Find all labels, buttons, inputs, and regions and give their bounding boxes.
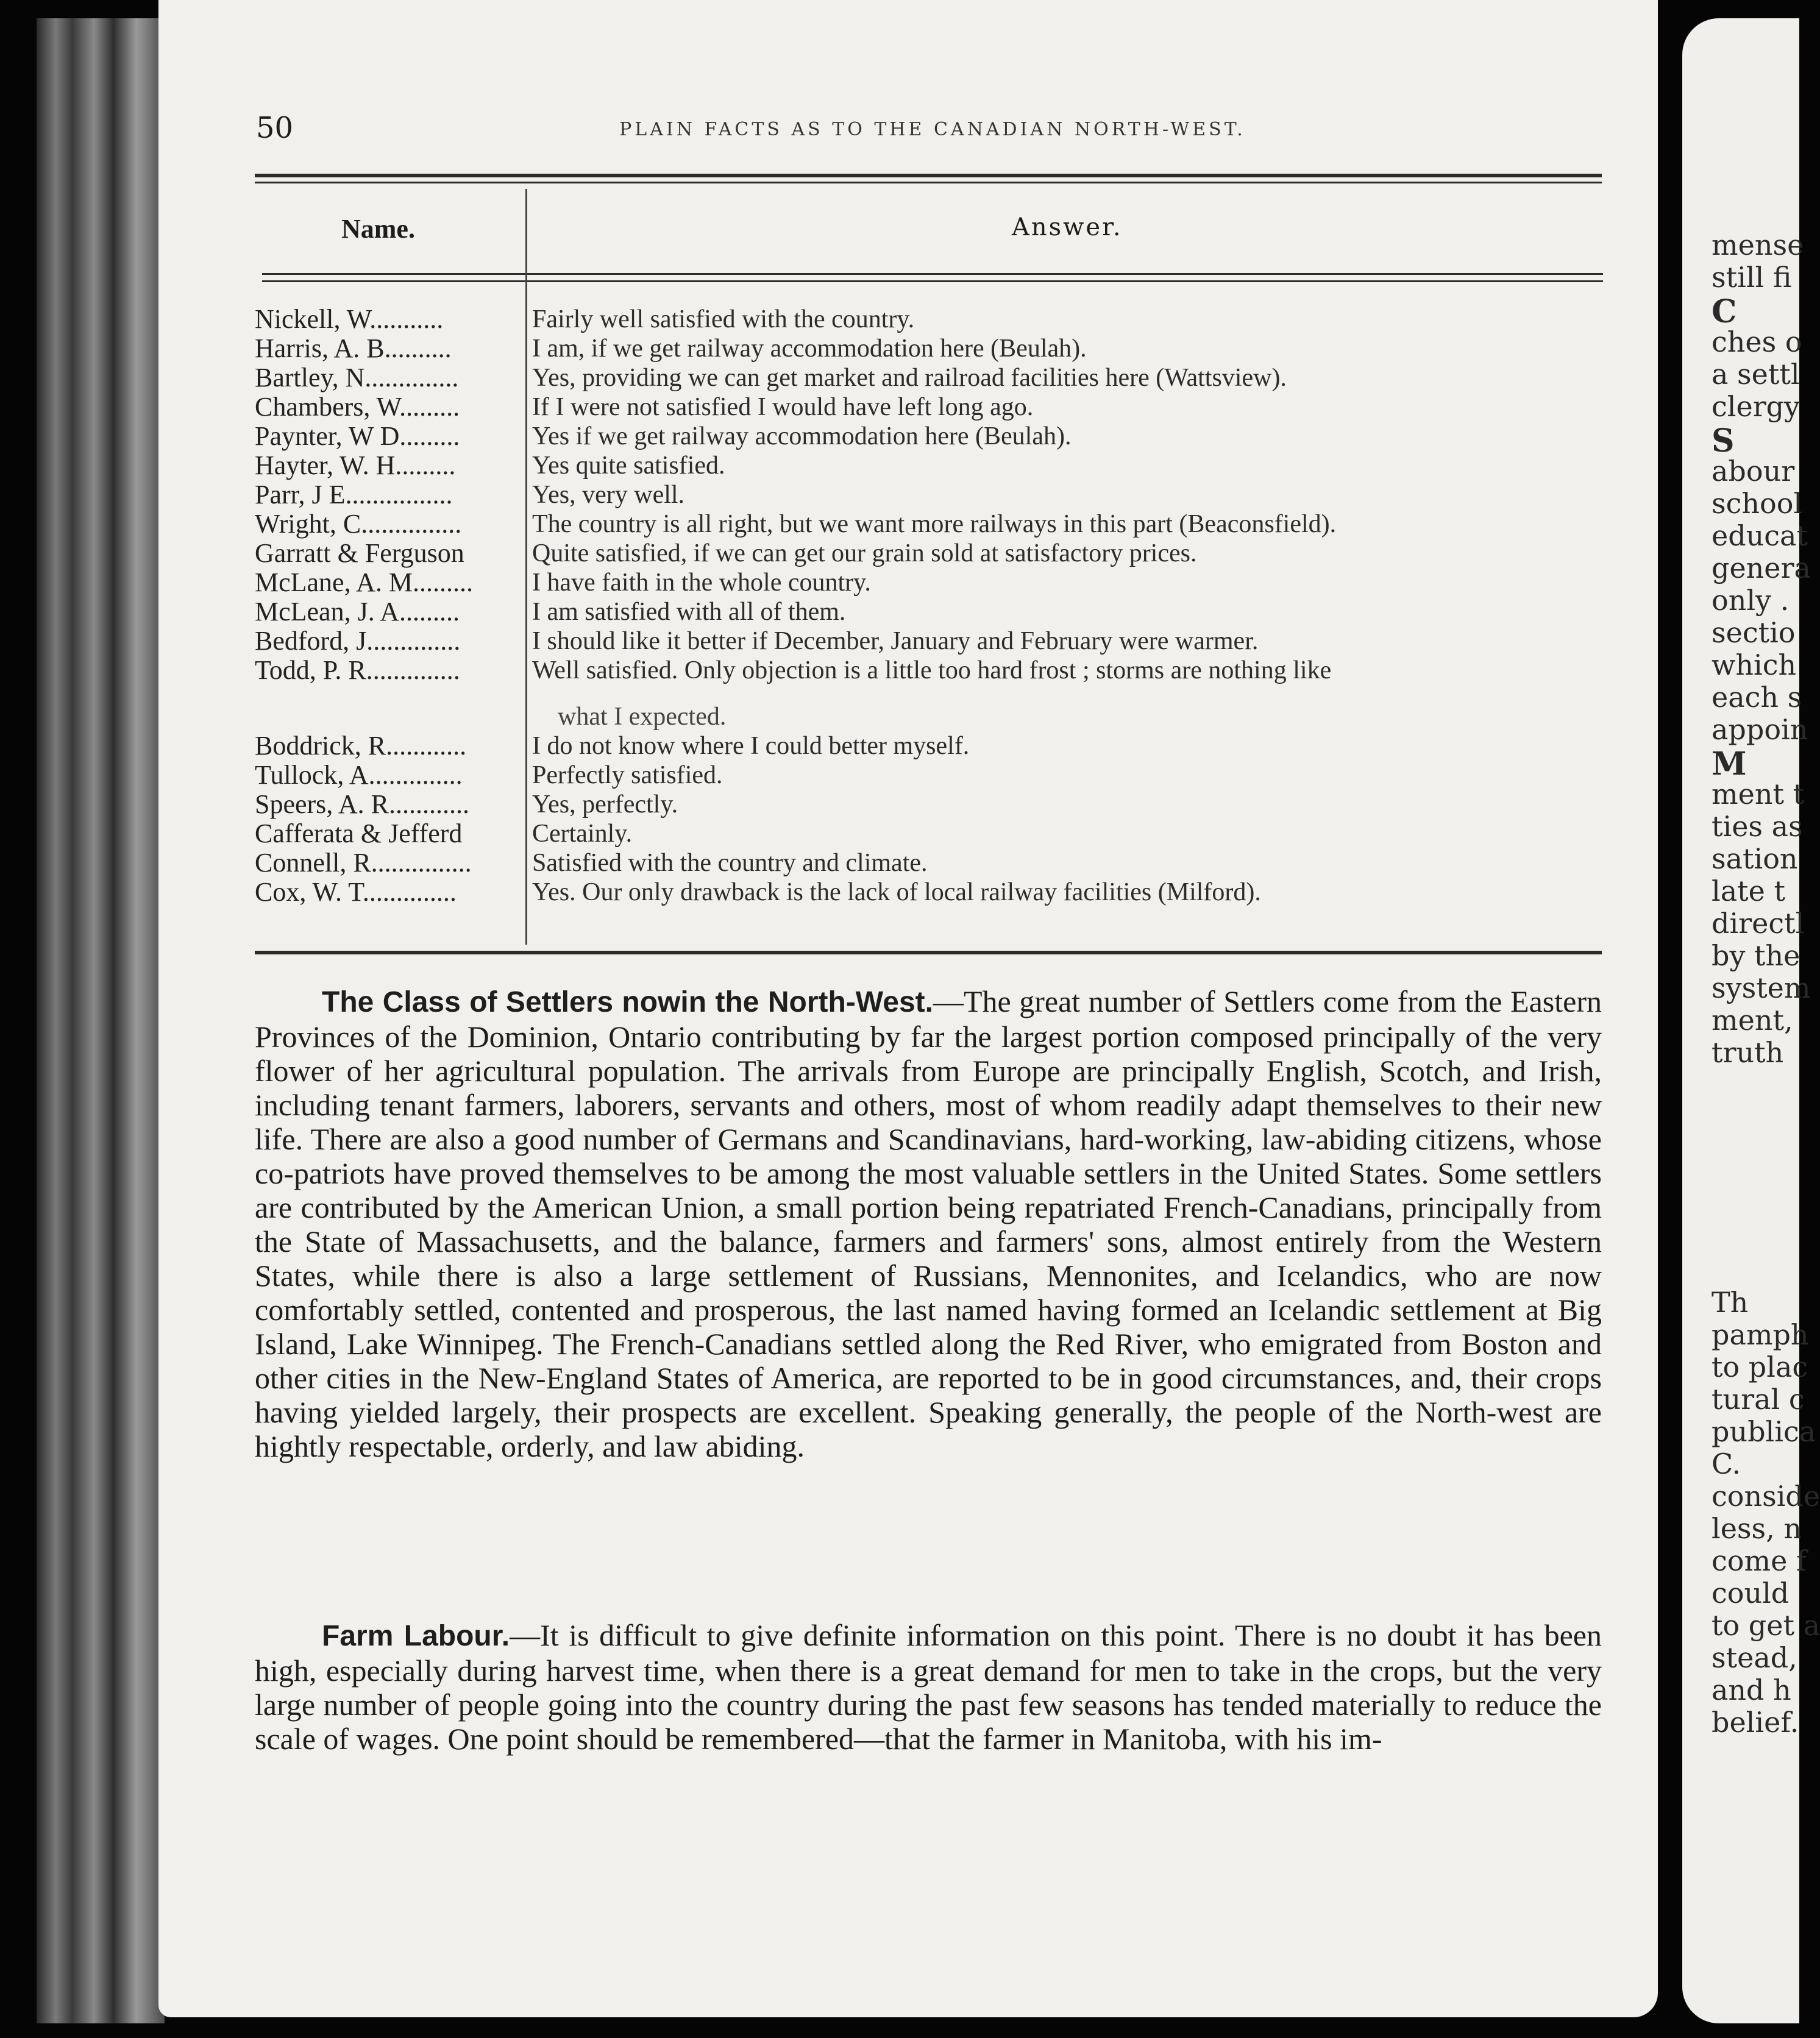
facing-page-line: directl [1712,907,1805,940]
facing-page-line: educat [1712,519,1808,552]
row-answer: Quite satisfied, if we can get our grain sold at satisfactory prices. [532,539,1197,567]
page-number: 50 [256,111,294,145]
header-rule-bottom [262,273,1603,275]
settlers-paragraph [255,984,1602,1463]
column-divider [525,189,527,945]
table-row [255,818,633,848]
row-name: Harris, A. B.......... [255,333,452,363]
farm-labour-body: —It is difficult to give definite information on this point. There is no doubt it has been high, especially during harvest time, when there is a great demand for men to take in the crops, but the very large number of people going into the country during the past few seasons has tended materially to reduce the scale of wages. One point should be remembered—that the farmer in Manitoba, with his im- [255,1618,1602,1756]
table-bottom-rule [255,951,1602,954]
facing-page-line: belief. [1712,1706,1799,1739]
row-name: Connell, R............... [255,848,472,878]
row-answer: Yes. Our only drawback is the lack of local railway facilities (Milford). [532,878,1261,906]
row-answer: Well satisfied. Only objection is a little too hard frost ; storms are nothing like [532,656,1332,684]
facing-page-line: tural c [1712,1383,1805,1416]
row-answer: If I were not satisfied I would have left long ago. [532,393,1034,421]
settlers-body: —The great number of Settlers come from the Eastern Provinces of the Dominion, Ontario contributing by far the largest portion composed principally of the very flower of her agricultural population. The arrivals from Europe are principally English, Scotch, and Irish, including tenant farmers, laborers, servants and others, most of whom readily adapt themselves to their new life. There are also a good number of Germans and Scandinavians, hard-working, law-abiding citizens, whose co-patriots have proved themselves to be among the most valuable settlers in the United States. Some settlers are contributed by the American Union, a small portion being repatriated French-Canadians, principally from the State of Massachusetts, and the balance, farmers and farmers' sons, almost entirely from the Western States, while there is also a large settlement of Russians, Mennonites, and Icelandics, who are now comfortably settled, contented and prosperous, the last named having formed an Icelandic settlement at Big Island, Lake Winnipeg. The French-Canadians settled along the Red River, who emigrated from Boston and other cities in the New-England States of America, are reported to be in good circumstances, and, their crops having yielded largely, their prospects are excellent. Speaking generally, the people of the North-west are hightly respectable, orderly, and law abiding. [255,984,1602,1463]
table-row [255,509,1337,539]
row-name: Bedford, J.............. [255,626,461,656]
row-name: Nickell, W........... [255,304,444,334]
facing-page-line: and h [1712,1674,1791,1706]
facing-page-line: each s [1712,681,1802,714]
facing-page-line: C. [1712,1447,1741,1480]
row-name: Tullock, A.............. [255,760,463,790]
facing-page-line: C [1712,293,1737,330]
running-head: PLAIN FACTS AS TO THE CANADIAN NORTH-WEST. [619,119,1246,140]
facing-page-line: to plac [1712,1351,1808,1383]
todd-answer-continuation: what I expected. [558,703,727,731]
facing-page-line: ment, [1712,1004,1793,1037]
row-name: Garratt & Ferguson [255,538,464,568]
facing-page-line: ties as [1712,810,1803,843]
facing-page-line: ment t [1712,778,1805,811]
facing-page-line: truth [1712,1036,1784,1069]
row-name: Cox, W. T.............. [255,877,457,907]
facing-page-line: publica [1712,1415,1816,1448]
facing-page-line: clergy [1712,390,1800,423]
row-name: Speers, A. R............ [255,789,469,819]
farm-labour-heading: Farm Labour. [322,1620,510,1652]
row-name: Wright, C............... [255,509,462,539]
facing-page-line: to get a [1712,1609,1820,1642]
header-rule-second [255,182,1602,183]
row-answer: Yes, very well. [532,481,685,509]
header-rule-bottom-2 [262,280,1603,282]
row-name: Bartley, N.............. [255,363,459,392]
row-name: Chambers, W......... [255,392,460,422]
table-row [255,877,1261,907]
row-answer: Yes quite satisfied. [532,452,725,480]
facing-page-line: by the [1712,939,1800,972]
column-header-name: Name. [341,214,415,244]
facing-page-line: ches o [1712,325,1802,358]
row-answer: Fairly well satisfied with the country. [532,305,915,333]
facing-page-line: still fi [1712,261,1792,294]
book-spine [37,18,165,2023]
table-row [255,760,723,790]
table-row [255,567,871,597]
column-header-answer: Answer. [1012,213,1123,241]
facing-page-line: M [1712,745,1747,783]
settlers-heading: The Class of Settlers nowin the North-West. [322,986,933,1018]
facing-page-line: come f [1712,1544,1807,1577]
table-row [255,731,970,761]
table-row [255,626,1259,656]
table-row [255,363,1287,392]
row-name: Hayter, W. H......... [255,450,456,480]
table-row [255,392,1034,422]
facing-page-line: mense [1712,229,1804,261]
facing-page-line: a settl [1712,358,1800,391]
row-answer: Yes, providing we can get market and railroad facilities here (Wattsview). [532,364,1287,392]
table-row [255,450,725,480]
table-row [255,597,846,627]
row-name: Boddrick, R............ [255,731,467,761]
row-answer: Perfectly satisfied. [532,761,723,789]
facing-page-line: sectio [1712,616,1796,649]
facing-page-line: pamph [1712,1318,1809,1351]
facing-page [1682,18,1820,2023]
header-rule-top [255,174,1602,177]
row-name: McLean, J. A......... [255,597,460,627]
table-row [255,304,915,334]
row-answer: I am, if we get railway accommodation here (Beulah). [532,335,1087,363]
facing-page-line: only . [1712,584,1790,617]
table-row [255,848,928,878]
facing-page-line: Th [1712,1286,1749,1319]
table-row [255,421,1072,451]
facing-page-line: late t [1712,875,1785,907]
row-answer: Yes, perfectly. [532,790,678,818]
row-answer: Satisfied with the country and climate. [532,849,928,877]
row-answer: I do not know where I could better myself. [532,732,970,760]
facing-page-line: which [1712,648,1797,681]
facing-page-line: school [1712,487,1803,520]
row-answer: I should like it better if December, January and February were warmer. [532,627,1259,655]
facing-page-line: appoin [1712,713,1808,746]
facing-page-line: stead, [1712,1641,1797,1674]
row-answer: Yes if we get railway accommodation here (Beulah). [532,422,1072,450]
table-row [255,789,678,819]
row-name: McLane, A. M......... [255,567,474,597]
row-name: Paynter, W D......... [255,421,460,451]
table-row [255,655,1332,685]
row-answer: I have faith in the whole country. [532,569,871,597]
table-row [255,480,685,510]
row-answer: Certainly. [532,820,633,848]
facing-page-line: genera [1712,552,1811,584]
facing-page-line: abour [1712,455,1795,488]
row-answer: The country is all right, but we want more railways in this part (Beaconsfield). [532,510,1337,538]
row-name: Cafferata & Jefferd [255,818,463,848]
farm-labour-paragraph [255,1618,1602,1756]
row-name: Parr, J E................ [255,480,453,510]
facing-page-line: conside [1712,1480,1820,1513]
table-row [255,333,1087,363]
facing-page-line: S [1712,422,1735,460]
row-answer: I am satisfied with all of them. [532,598,846,626]
facing-page-line: sation [1712,842,1798,875]
table-row [255,538,1197,568]
row-name: Todd, P. R.............. [255,655,460,685]
facing-page-line: system [1712,971,1811,1004]
facing-page-line: less, n [1712,1512,1802,1545]
facing-page-line: could [1712,1577,1790,1610]
